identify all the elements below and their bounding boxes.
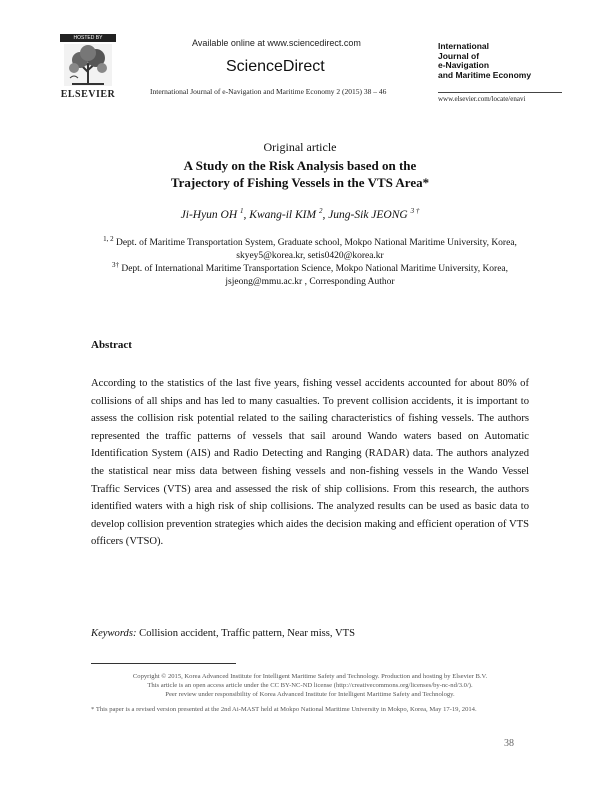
affiliation-sup: 3†	[111, 261, 119, 269]
affiliation-text: Dept. of Maritime Transportation System, Graduate school, Mokpo National Maritime University, Korea,	[115, 238, 517, 249]
journal-citation: International Journal of e-Navigation and Maritime Economy 2 (2015) 38 – 46	[150, 87, 387, 96]
journal-masthead	[438, 41, 562, 103]
author-sup: 2	[318, 207, 323, 215]
journal-url: www.elsevier.com/locate/enavi	[438, 95, 526, 103]
journal-name-line: Journal of	[438, 50, 480, 61]
affiliation-text: Dept. of International Maritime Transportation Science, Mokpo National Maritime University, Korea,	[121, 264, 509, 275]
affiliation-sup: 1, 2	[103, 235, 114, 243]
article-title	[60, 157, 540, 191]
article-type: Original article	[263, 140, 337, 154]
journal-name-line: International	[438, 41, 490, 51]
affiliation-emails: jsjeong@mmu.ac.kr , Corresponding Author	[225, 276, 395, 287]
journal-name-line: and Maritime Economy	[438, 69, 532, 80]
author-name: Kwang-il KIM	[249, 208, 317, 221]
author-name: Ji-Hyun OH	[180, 208, 238, 221]
hosted-by-tag: HOSTED BY	[60, 34, 116, 42]
page-number: 38	[504, 738, 514, 749]
affiliation-1	[86, 233, 534, 262]
copyright-line: Peer review under responsibility of Korea Advanced Institute for Intelligent Maritime Safety and Technology.	[165, 691, 455, 698]
author-sup: 1	[240, 207, 244, 215]
affiliation-2	[86, 259, 534, 288]
copyright-notice	[100, 672, 520, 699]
elsevier-wordmark: ELSEVIER	[60, 89, 116, 100]
copyright-line: Copyright © 2015, Korea Advanced Institute for Intelligent Maritime Safety and Technology. Production and hosting by Elsevier B.V.	[132, 673, 488, 680]
title-line: Trajectory of Fishing Vessels in the VTS Area*	[170, 175, 430, 190]
abstract-heading: Abstract	[91, 339, 132, 351]
title-line: A Study on the Risk Analysis based on the	[183, 158, 417, 173]
author-list: Ji-Hyun OH $^1$, Kwang-il KIM $^2$, Jung-Sik JEONG $^{3 \dagger}$	[180, 207, 420, 221]
tree-icon	[64, 44, 112, 86]
keywords-label: Keywords:	[91, 628, 137, 639]
keywords	[91, 628, 355, 639]
journal-name-line: e-Navigation	[438, 60, 490, 70]
author-name: Jung-Sik JEONG	[328, 208, 408, 221]
footnote-rule	[91, 663, 236, 664]
page-header	[60, 28, 560, 103]
elsevier-logo	[60, 34, 116, 100]
footnote: * This paper is a revised version presented at the 2nd Ai-MAST held at Mokpo National Maritime University in Mokpo, Korea, May 17-19, 2014.	[91, 706, 477, 713]
affiliation-emails: skyey5@korea.kr, setis0420@korea.kr	[236, 250, 384, 261]
author-sup: 3 †	[410, 207, 420, 215]
masthead-rule	[438, 92, 562, 93]
sciencedirect-brand: ScienceDirect	[226, 58, 325, 75]
abstract-body: According to the statistics of the last five years, fishing vessel accidents accounted for about 80% of collisions of all ships and has led to many casualties. To prevent collision accidents, it is important to assess the collision risk potential related to the sailing characteristics of fishing vessels. The authors represented the traffic patterns of vessels that sail around Wando waters based on Automatic Identification System (AIS) and Radio Detecting and Ranging (RADAR) data. The authors analyzed the statistical near miss data between fishing vessels and non-fishing vessels in the Wando Vessel Traffic Services (VTS) area and assessed the risk of ship collisions. From this research, the authors identified waters with a high risk of ship collisions. The analyzed results can be used as basic data to develop collision prevention strategies which aides the decision making and efficient operation of VTS officers (VTSO).	[91, 378, 529, 548]
keywords-value: Collision accident, Traffic pattern, Near miss, VTS	[139, 628, 356, 639]
copyright-line: This article is an open access article under the CC BY-NC-ND license (http://creativecommons.org/licenses/by-nc-nd/3.0/).	[147, 682, 473, 689]
available-online: Available online at www.sciencedirect.com	[192, 38, 361, 48]
